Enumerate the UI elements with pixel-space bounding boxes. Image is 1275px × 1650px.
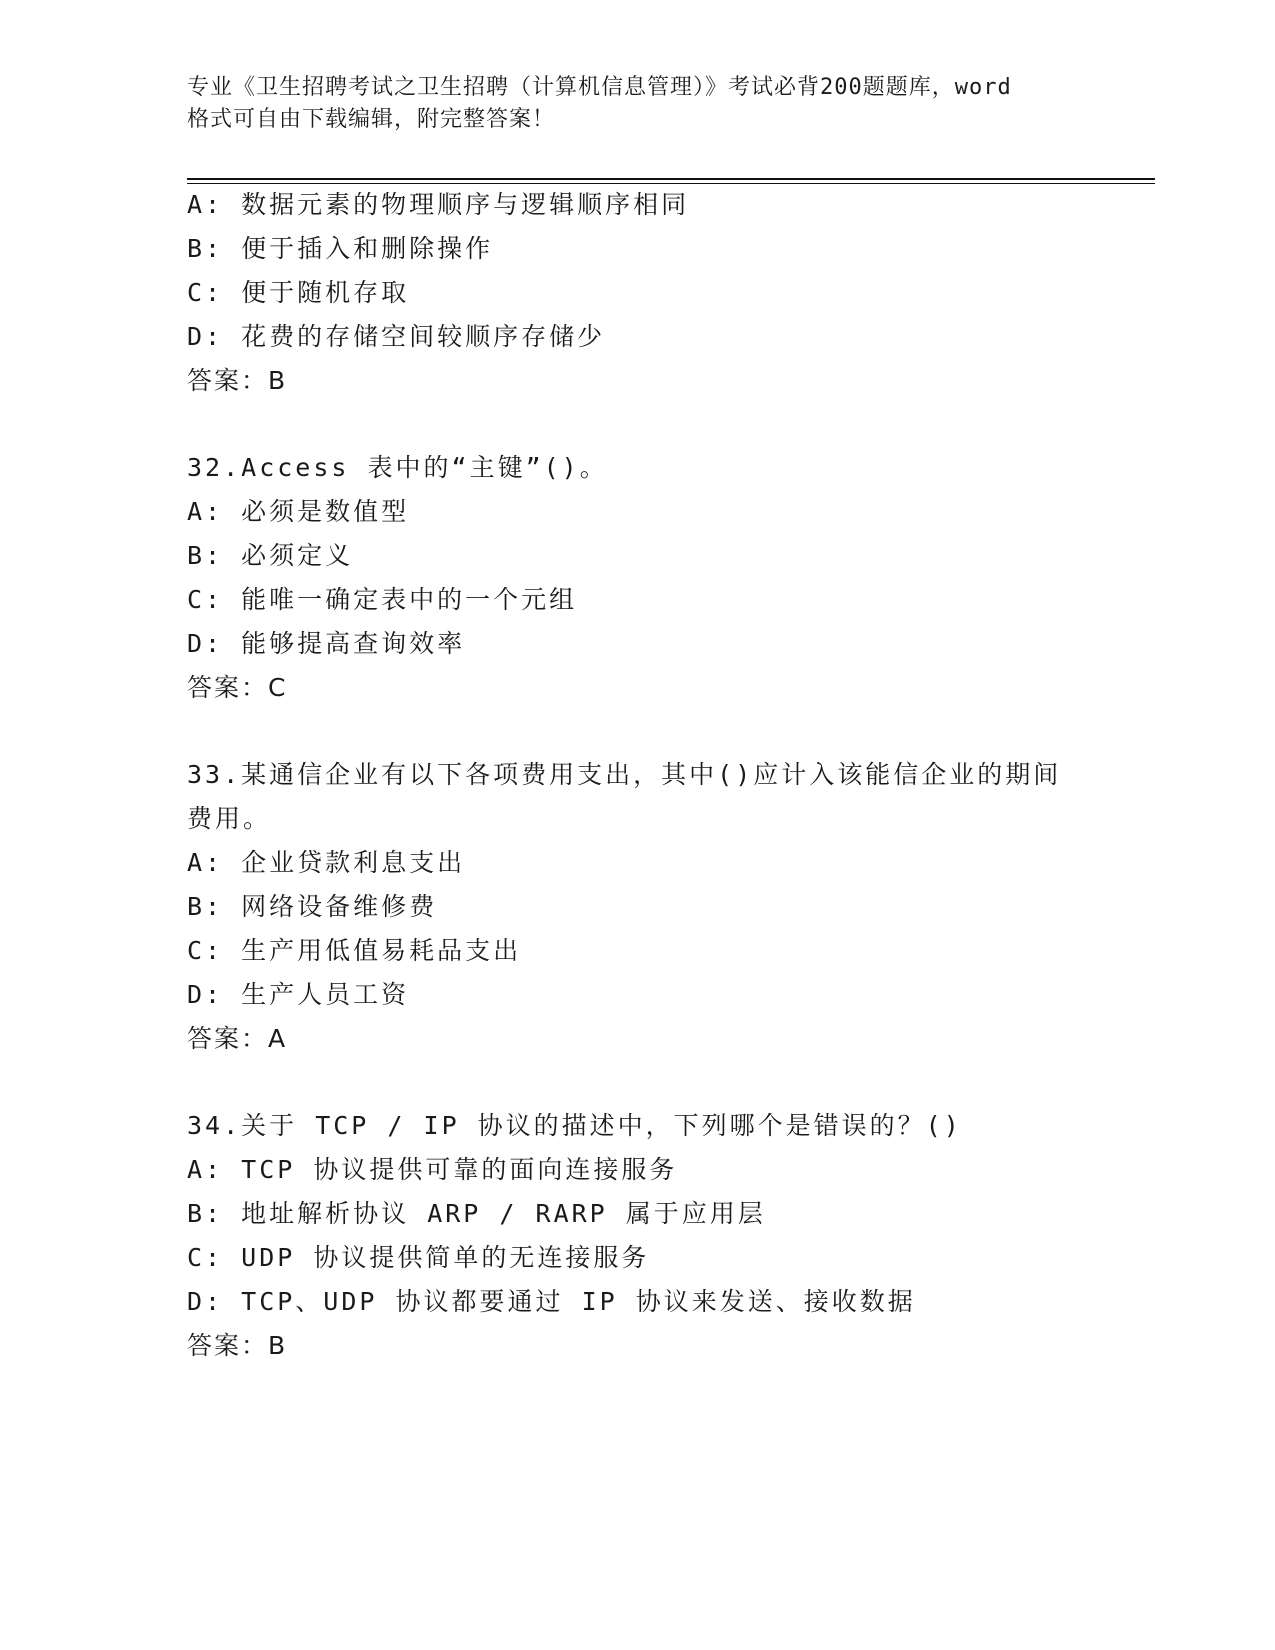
- q34-option-c: C: UDP 协议提供简单的无连接服务: [187, 1243, 650, 1272]
- q33-option-c: C: 生产用低值易耗品支出: [187, 936, 522, 965]
- q31-option-b: B: 便于插入和删除操作: [187, 234, 494, 263]
- q33-question-line-1: 33.某通信企业有以下各项费用支出，其中()应计入该能信企业的期间: [187, 760, 1062, 789]
- document-header: [187, 72, 1087, 136]
- q32-option-b: B: 必须定义: [187, 541, 354, 570]
- q32-answer: 答案：C: [187, 673, 288, 702]
- header-divider-thick: [187, 178, 1155, 180]
- q32-question: 32.Access 表中的“主键”()。: [187, 453, 608, 482]
- q32-option-a: A: 必须是数值型: [187, 497, 410, 526]
- q31-option-c: C: 便于随机存取: [187, 278, 410, 307]
- q32-option-d: D: 能够提高查询效率: [187, 629, 466, 658]
- q34-option-b: B: 地址解析协议 ARP / RARP 属于应用层: [187, 1199, 766, 1228]
- q33-answer: 答案：A: [187, 1024, 288, 1053]
- q33-question-line-2: 费用。: [187, 804, 272, 833]
- q34-option-a: A: TCP 协议提供可靠的面向连接服务: [187, 1155, 678, 1184]
- q34-answer: 答案：B: [187, 1331, 288, 1360]
- q33-option-d: D: 生产人员工资: [187, 980, 410, 1009]
- header-line-1: 专业《卫生招聘考试之卫生招聘（计算机信息管理）》考试必背200题题库，word: [187, 75, 1012, 100]
- q31-option-d: D: 花费的存储空间较顺序存储少: [187, 322, 606, 351]
- header-divider-thin: [187, 183, 1155, 184]
- q32-option-c: C: 能唯一确定表中的一个元组: [187, 585, 578, 614]
- header-line-2: 格式可自由下载编辑，附完整答案！: [187, 107, 556, 132]
- q34-question: 34.关于 TCP / IP 协议的描述中，下列哪个是错误的？(): [187, 1111, 962, 1140]
- q34-option-d: D: TCP、UDP 协议都要通过 IP 协议来发送、接收数据: [187, 1287, 916, 1316]
- q33-option-a: A: 企业贷款利息支出: [187, 848, 466, 877]
- q33-option-b: B: 网络设备维修费: [187, 892, 438, 921]
- q31-option-a: A: 数据元素的物理顺序与逻辑顺序相同: [187, 190, 690, 219]
- q31-answer: 答案：B: [187, 366, 288, 395]
